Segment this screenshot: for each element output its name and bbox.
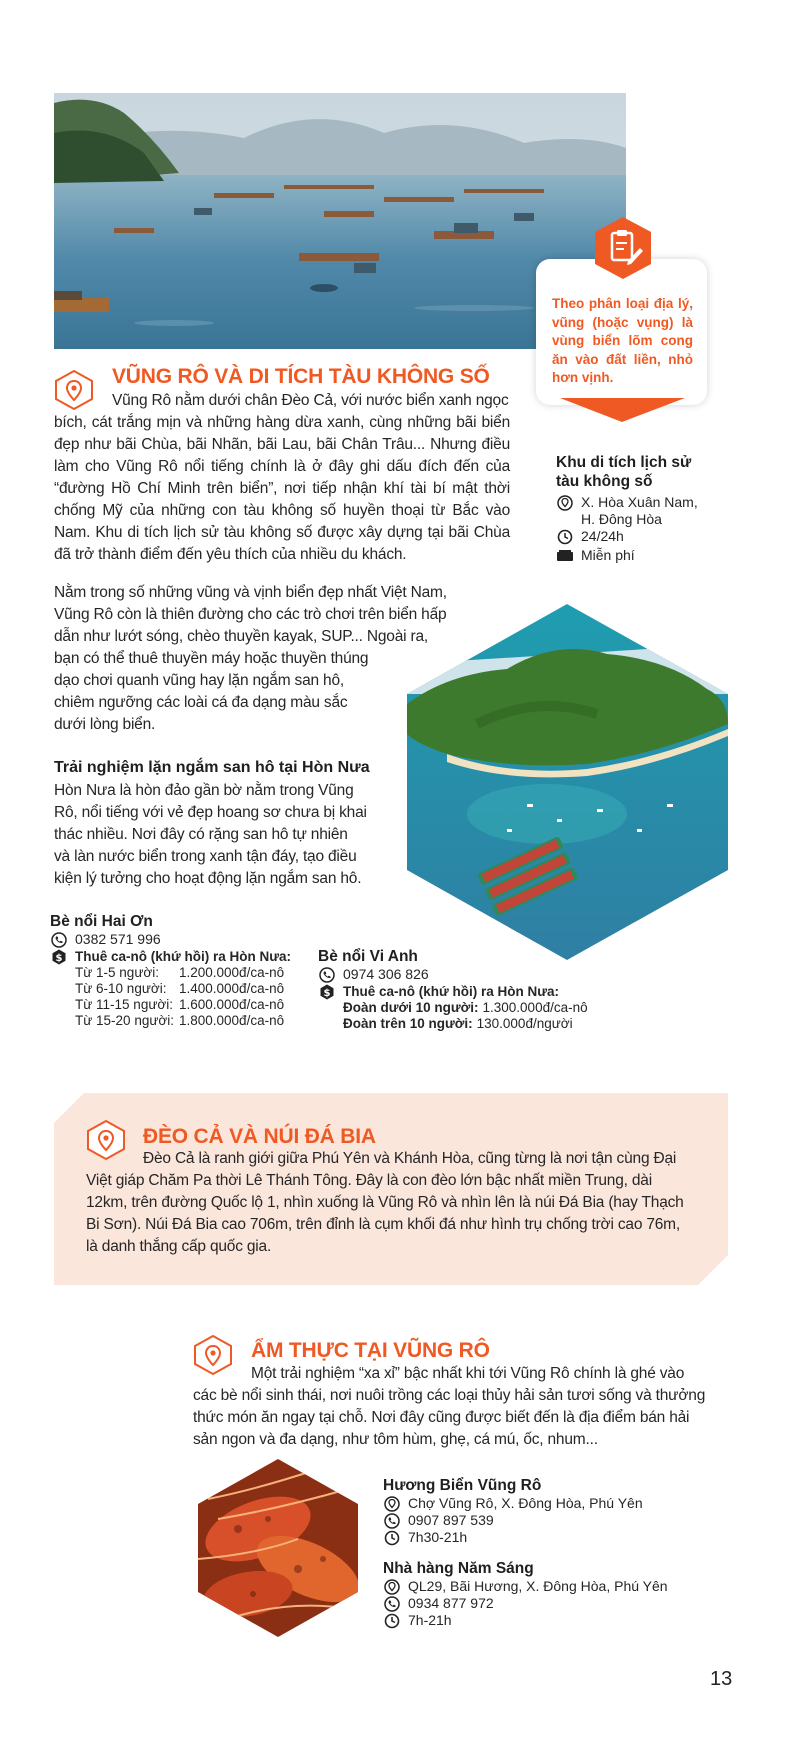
huong-bien-info [383,1476,713,1546]
relic-ticket [556,547,726,564]
be-hai-on-price-heading [50,948,310,965]
paragraph-line: thức món ăn ngay tại chỗ. Nơi đây cũng được biết đến là địa điểm bán hải [193,1409,690,1426]
be-vi-anh-title: Bè nổi Vi Anh [318,948,418,965]
svg-text:$: $ [55,952,63,964]
nam-sang-phone-value: 0934 877 972 [408,1595,494,1611]
huong-bien-phone [383,1512,713,1529]
price-row [75,997,310,1013]
be-vi-anh-price-heading [318,983,618,1000]
deo-ca-title: ĐÈO CẢ VÀ NÚI ĐÁ BIA [143,1125,376,1148]
relic-info [556,453,726,564]
paragraph-line: Một trải nghiệm “xa xỉ” bậc nhất khi tới Vũng Rô chính là ghé vào [251,1365,685,1382]
ticket-icon [556,547,574,564]
relic-address-line-1: X. Hòa Xuân Nam, [581,494,698,510]
page-number: 13 [710,1668,733,1690]
vung-ro-paragraph-1-first: Vũng Rô nằm dưới chân Đèo Cả, với nước biển xanh ngọc [112,392,509,409]
huong-bien-hours-value: 7h30-21h [408,1529,468,1545]
price-group: Từ 1-5 người: [75,965,159,980]
price-row [343,1000,618,1016]
hon-nua-island-photo [407,604,728,960]
nam-sang-address [383,1578,713,1595]
dollar-icon [50,948,68,965]
price-value: 1.200.000đ/ca-nô [179,965,285,980]
map-pin-icon [383,1495,401,1512]
paragraph-line: Đèo Cả là ranh giới giữa Phú Yên và Khánh Hòa, cũng từng là nơi tận cùng Đại [143,1150,677,1167]
paragraph-line: chiêm ngưỡng các loài cá đa dạng màu sắc [54,694,348,711]
clipboard-pencil-icon [590,215,656,281]
price-group: Từ 11-15 người: [75,997,173,1012]
clock-icon [556,528,574,545]
phone-icon [383,1595,401,1612]
price-value: 1.300.000đ/ca-nô [482,1000,588,1015]
be-vi-anh-phone-value: 0974 306 826 [343,966,429,982]
huong-bien-address [383,1495,713,1512]
paragraph-line: là danh thắng cấp quốc gia. [86,1238,272,1255]
price-value: 1.800.000đ/ca-nô [179,1013,285,1028]
relic-title-line-1: Khu di tích lịch sử [556,454,692,471]
nam-sang-phone [383,1595,713,1612]
lobster-photo [198,1459,358,1637]
price-row [75,1013,310,1029]
huong-bien-title: Hương Biển Vũng Rô [383,1477,542,1494]
phone-icon [50,931,68,948]
be-vi-anh-price-heading-text: Thuê ca-nô (khứ hồi) ra Hòn Nưa: [343,984,560,999]
svg-text:$: $ [323,987,331,999]
nam-sang-hours [383,1612,713,1629]
paragraph-line: dẫn như lướt sóng, chèo thuyền kayak, SUP... Ngoài ra, [54,628,428,645]
clock-icon [383,1529,401,1546]
relic-title-line-2: tàu không số [556,473,653,490]
price-value: 1.600.000đ/ca-nô [179,997,285,1012]
phone-icon [318,966,336,983]
price-row [343,1016,618,1032]
be-hai-on-title: Bè nổi Hai Ơn [50,913,153,930]
paragraph-line: kiện lý tưởng cho hoạt động lặn ngắm san hô. [54,870,362,887]
be-hai-on-phone [50,931,310,948]
callout-pointer [560,398,685,422]
paragraph-line: thác nhiều. Nơi đây có rặng san hô tự nhiên [54,826,348,843]
hon-nua-title: Trải nghiệm lặn ngắm san hô tại Hòn Nưa [54,759,370,776]
paragraph-line: dạo chơi quanh vũng hay lặn ngắm san hô, [54,672,344,689]
price-group: Từ 6-10 người: [75,981,167,996]
be-hai-on-phone-value: 0382 571 996 [75,931,161,947]
huong-bien-hours [383,1529,713,1546]
relic-hours-value: 24/24h [581,528,624,544]
hon-nua-section [54,758,370,890]
deo-ca-paragraph [86,1148,706,1258]
nam-sang-hours-value: 7h-21h [408,1612,452,1628]
be-hai-on-price-heading-text: Thuê ca-nô (khứ hồi) ra Hòn Nưa: [75,949,292,964]
callout-text: Theo phân loại địa lý, vũng (hoặc vụng) là vùng biển lõm cong ăn vào đất liền, nhỏ hơn vịnh. [552,296,693,385]
paragraph-line: bạn có thể thuê thuyền máy hoặc thuyền thúng [54,650,369,667]
nam-sang-address-value: QL29, Bãi Hương, X. Đông Hòa, Phú Yên [408,1578,668,1594]
paragraph-line: Việt giáp Chăm Pa thời Lê Thánh Tông. Đây là con đèo lớn bậc nhất miền Trung, dài [86,1172,652,1189]
paragraph-line: 12km, trên đường Quốc lộ 1, nhìn xuống là Vũng Rô và nhìn lên là núi Đá Bia (hay Thạch [86,1194,684,1211]
relic-ticket-value: Miễn phí [581,547,635,563]
be-hai-on-price-list [50,965,310,1029]
relic-address [556,494,726,528]
price-value: 1.400.000đ/ca-nô [179,981,285,996]
paragraph-line: và làn nước biển trong xanh tận đáy, tạo điều [54,848,357,865]
nam-sang-info [383,1559,713,1629]
be-vi-anh-info [318,947,618,1032]
paragraph-line: Bi Sơn). Núi Đá Bia cao 706m, trên đỉnh là cụm khối đá như hình trụ chống trời cao 76m, [86,1216,681,1233]
nam-sang-title: Nhà hàng Năm Sáng [383,1560,534,1577]
paragraph-line: Nằm trong số những vũng và vịnh biển đẹp nhất Việt Nam, [54,584,447,601]
huong-bien-address-value: Chợ Vũng Rô, X. Đông Hòa, Phú Yên [408,1495,643,1511]
paragraph-line: sản ngon và đa dạng, như tôm hùm, ghẹ, cá mú, ốc, nhum... [193,1431,598,1448]
location-pin-icon [54,370,94,410]
relic-address-line-2: H. Đông Hòa [581,511,662,527]
be-hai-on-info [50,912,310,1029]
huong-bien-phone-value: 0907 897 539 [408,1512,494,1528]
map-pin-icon [383,1578,401,1595]
be-vi-anh-price-list [318,1000,618,1032]
map-pin-icon [556,494,574,511]
paragraph-line: các bè nổi sinh thái, nơi nuôi trồng các loại thủy hải sản tươi sống và thưởng [193,1387,706,1404]
paragraph-line: Vũng Rô còn là thiên đường cho các trò chơi trên biển hấp [54,606,447,623]
price-value: 130.000đ/người [476,1016,573,1031]
vung-ro-title: VŨNG RÔ VÀ DI TÍCH TÀU KHÔNG SỐ [112,365,490,388]
price-row [75,965,310,981]
clock-icon [383,1612,401,1629]
vung-ro-paragraph-1: bích, cát trắng mịn và những hàng dừa xanh, cùng những bãi biển đẹp như bãi Chùa, bãi Nhãn, bãi Lau, bãi Chân Trâu... Nhưng điều làm cho Vũng Rô nổi tiếng chính là ở đây ghi dấu đích đến của “đường Hồ Chí Minh trên biển”, nơi tiếp nhận khí tài bí mật thời chống Mỹ của những con tàu không số huyền thoại từ Bắc vào Nam. Khu di tích lịch sử tàu không số được xây dựng tại bãi Chùa đã trở thành điểm đến yêu thích của nhiều du khách. [54,414,510,563]
be-vi-anh-phone [318,966,618,983]
am-thuc-paragraph [193,1363,733,1451]
paragraph-line: dưới lòng biển. [54,716,156,733]
paragraph-line: Hòn Nưa là hòn đảo gần bờ nằm trong Vũng [54,782,354,799]
price-group: Đoàn dưới 10 người: [343,1000,479,1015]
relic-hours [556,528,726,545]
phone-icon [383,1512,401,1529]
vung-ro-paragraph-2 [54,582,447,736]
paragraph-line: Rô, nổi tiếng với vẻ đẹp hoang sơ chưa bị khai [54,804,367,821]
dollar-icon [318,983,336,1000]
price-group: Từ 15-20 người: [75,1013,174,1028]
price-row [75,981,310,997]
price-group: Đoàn trên 10 người: [343,1016,473,1031]
am-thuc-title: ẨM THỰC TẠI VŨNG RÔ [251,1339,490,1362]
